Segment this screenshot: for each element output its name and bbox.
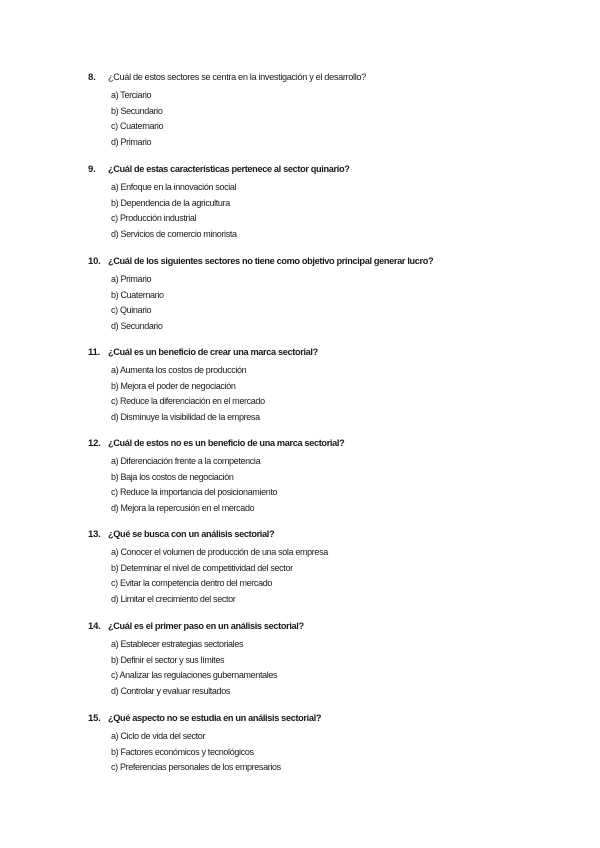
answer-option: a) Diferenciación frente a la competencia [111,456,261,466]
answer-option: a) Terciario [111,90,152,100]
answer-option: d) Primario [111,136,152,147]
answer-option: d) Mejora la repercusión en el mercado [111,502,255,513]
answer-option: c) Reduce la importancia del posicionamiento [111,487,278,497]
answer-option: c) Evitar la competencia dentro del mercado [111,578,273,588]
question-text: ¿Cuál de estos sectores se centra en la investigación y el desarrollo? [108,72,366,82]
answer-option: d) Limitar el crecimiento del sector [111,593,236,604]
question-number: 9. [88,164,96,175]
question-number: 8. [88,72,96,83]
question-text: ¿Cuál es el primer paso en un análisis sectorial? [108,621,304,631]
question-15 [88,713,568,776]
question-number: 13. [88,529,101,540]
answer-option: b) Secundario [111,105,163,116]
question-14 [88,621,568,699]
question-9 [88,164,568,242]
answer-option: a) Establecer estrategias sectoriales [111,639,244,649]
answer-option: a) Primario [111,274,152,284]
question-number: 11. [88,347,101,358]
answer-option: b) Definir el sector y sus límites [111,654,225,665]
question-8 [88,72,568,150]
answer-option: c) Cuaternario [111,121,164,131]
answer-option: d) Disminuye la visibilidad de la empresa [111,411,260,422]
question-12 [88,438,568,516]
answer-option: a) Ciclo de vida del sector [111,731,206,741]
answer-option: b) Mejora el poder de negociación [111,380,236,391]
answer-option: c) Analizar las regulaciones gubernamentales [111,670,278,680]
question-13 [88,529,568,607]
answer-option: b) Dependencia de la agricultura [111,197,230,208]
answer-option: c) Producción industrial [111,213,197,223]
answer-option: c) Quinario [111,305,152,315]
answer-option: c) Preferencias personales de los empresarios [111,762,281,772]
question-number: 15. [88,713,101,724]
question-text: ¿Cuál de los siguientes sectores no tiene como objetivo principal generar lucro? [108,256,434,266]
answer-option: d) Controlar y evaluar resultados [111,685,231,696]
question-11 [88,347,568,425]
question-text: ¿Qué se busca con un análisis sectorial? [108,529,275,539]
answer-option: b) Determinar el nivel de competitividad del sector [111,562,293,573]
answer-option: d) Secundario [111,320,163,331]
question-number: 14. [88,621,101,632]
question-text: ¿Cuál de estas características pertenece al sector quinario? [108,164,350,174]
question-number: 12. [88,438,101,449]
answer-option: c) Reduce la diferenciación en el mercado [111,396,265,406]
answer-option: b) Cuaternario [111,289,164,300]
answer-option: d) Servicios de comercio minorista [111,228,237,239]
question-10 [88,256,568,334]
answer-option: a) Conocer el volumen de producción de una sola empresa [111,547,328,557]
question-text: ¿Cuál de estos no es un beneficio de una marca sectorial? [108,438,345,448]
answer-option: b) Factores económicos y tecnológicos [111,746,254,757]
question-text: ¿Qué aspecto no se estudia en un análisis sectorial? [108,713,322,723]
question-number: 10. [88,256,101,267]
question-text: ¿Cuál es un beneficio de crear una marca sectorial? [108,347,318,357]
answer-option: a) Aumenta los costos de producción [111,365,247,375]
answer-option: a) Enfoque en la innovación social [111,182,237,192]
answer-option: b) Baja los costos de negociación [111,471,234,482]
